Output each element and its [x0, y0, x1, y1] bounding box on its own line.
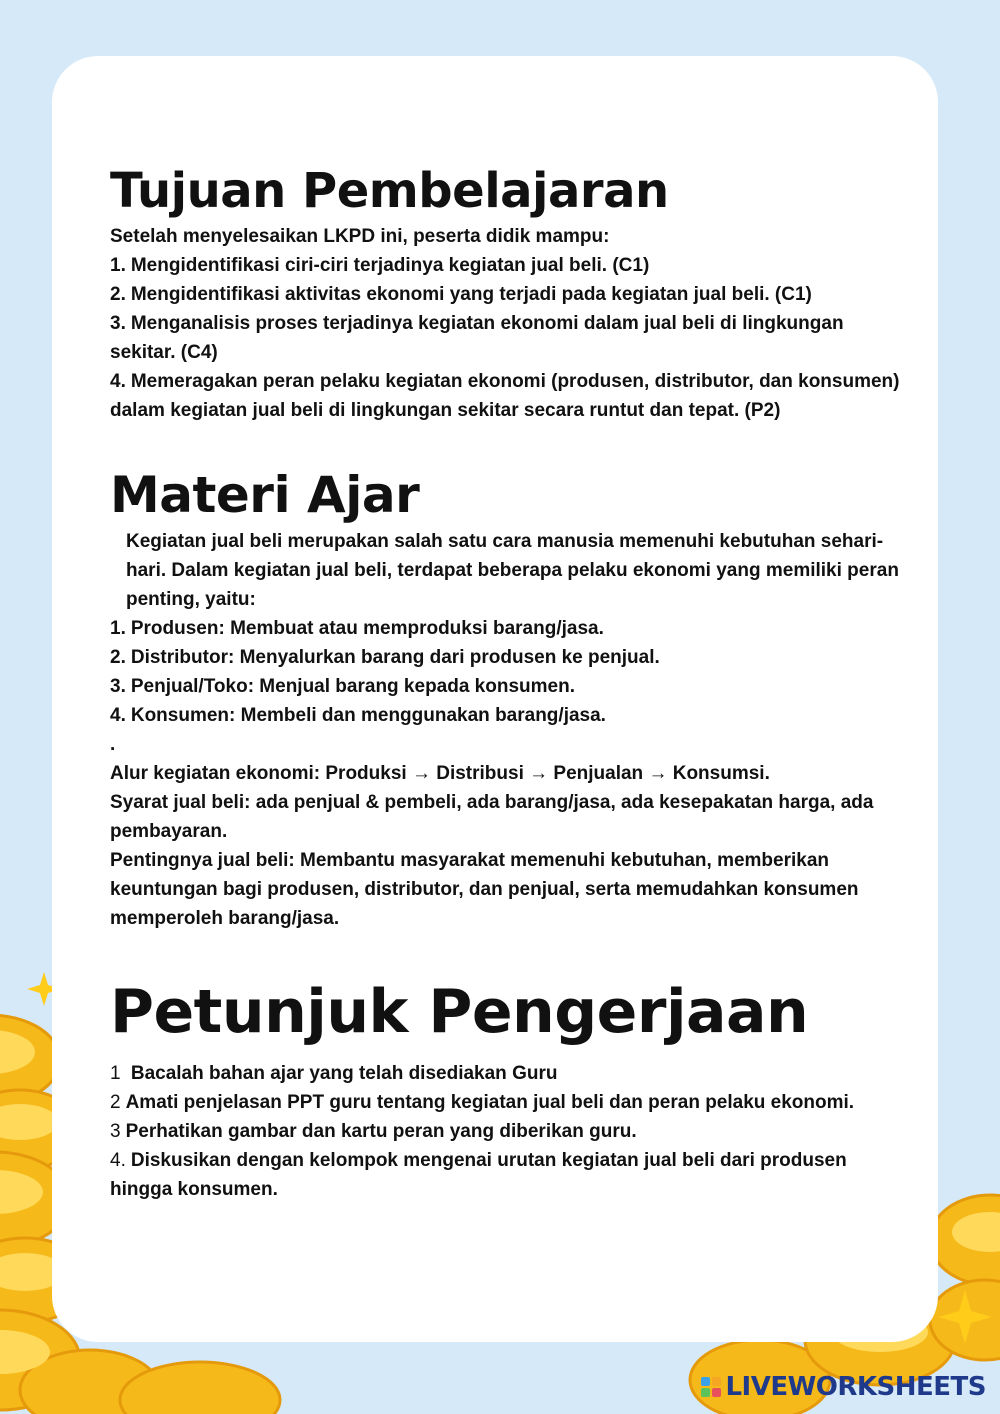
tujuan-intro: Setelah menyelesaikan LKPD ini, peserta didik mampu:	[110, 226, 610, 247]
materi-list	[110, 614, 910, 730]
liveworksheets-logo-icon	[701, 1377, 721, 1397]
materi-syarat: Syarat jual beli: ada penjual & pembeli, ada barang/jasa, ada kesepakatan harga, ada pembayaran.	[110, 792, 874, 842]
list-item: 3. Penjual/Toko: Menjual barang kepada konsumen.	[110, 676, 575, 697]
logo-text: LIVEWORKSHEETS	[725, 1372, 986, 1402]
materi-dot: .	[110, 734, 116, 755]
tujuan-list	[110, 251, 910, 425]
list-item: 1. Produsen: Membuat atau memproduksi barang/jasa.	[110, 618, 604, 639]
list-item: 3 Perhatikan gambar dan kartu peran yang diberikan guru.	[110, 1121, 637, 1142]
section-title-materi: Materi Ajar	[110, 466, 420, 524]
petunjuk-body	[110, 1059, 910, 1204]
worksheet-content	[110, 160, 910, 1204]
list-item: 3. Menganalisis proses terjadinya kegiatan ekonomi dalam jual beli di lingkungan sekitar. (C4)	[110, 313, 844, 363]
materi-alur: Alur kegiatan ekonomi: Produksi → Distribusi → Penjualan → Konsumsi.	[110, 763, 770, 784]
tujuan-body	[110, 222, 910, 425]
materi-body	[110, 527, 910, 933]
list-item: 2. Mengidentifikasi aktivitas ekonomi yang terjadi pada kegiatan jual beli. (C1)	[110, 284, 812, 305]
list-item: 2. Distributor: Menyalurkan barang dari produsen ke penjual.	[110, 647, 660, 668]
list-item: 4. Diskusikan dengan kelompok mengenai urutan kegiatan jual beli dari produsen hingga konsumen.	[110, 1150, 847, 1200]
section-title-petunjuk: Petunjuk Pengerjaan	[110, 977, 809, 1047]
list-item: 2 Amati penjelasan PPT guru tentang kegiatan jual beli dan peran pelaku ekonomi.	[110, 1092, 855, 1113]
materi-pentingnya: Pentingnya jual beli: Membantu masyarakat memenuhi kebutuhan, memberikan keuntungan bagi produsen, distributor, dan penjual, serta memudahkan konsumen memperoleh barang/jasa.	[110, 850, 859, 929]
list-item: 4. Memeragakan peran pelaku kegiatan ekonomi (produsen, distributor, dan konsumen) dalam kegiatan jual beli di lingkungan sekitar secara runtut dan tepat. (P2)	[110, 371, 900, 421]
materi-intro: Kegiatan jual beli merupakan salah satu cara manusia memenuhi kebutuhan sehari-hari. Dalam kegiatan jual beli, terdapat beberapa pelaku ekonomi yang memiliki peran penting, yaitu:	[126, 531, 899, 610]
section-title-tujuan: Tujuan Pembelajaran	[110, 163, 669, 219]
list-item: 1. Mengidentifikasi ciri-ciri terjadinya kegiatan jual beli. (C1)	[110, 255, 650, 276]
list-item: 1 Bacalah bahan ajar yang telah disediakan Guru	[110, 1063, 558, 1084]
list-item: 4. Konsumen: Membeli dan menggunakan barang/jasa.	[110, 705, 606, 726]
petunjuk-list	[110, 1059, 910, 1204]
liveworksheets-logo[interactable]	[701, 1372, 986, 1402]
